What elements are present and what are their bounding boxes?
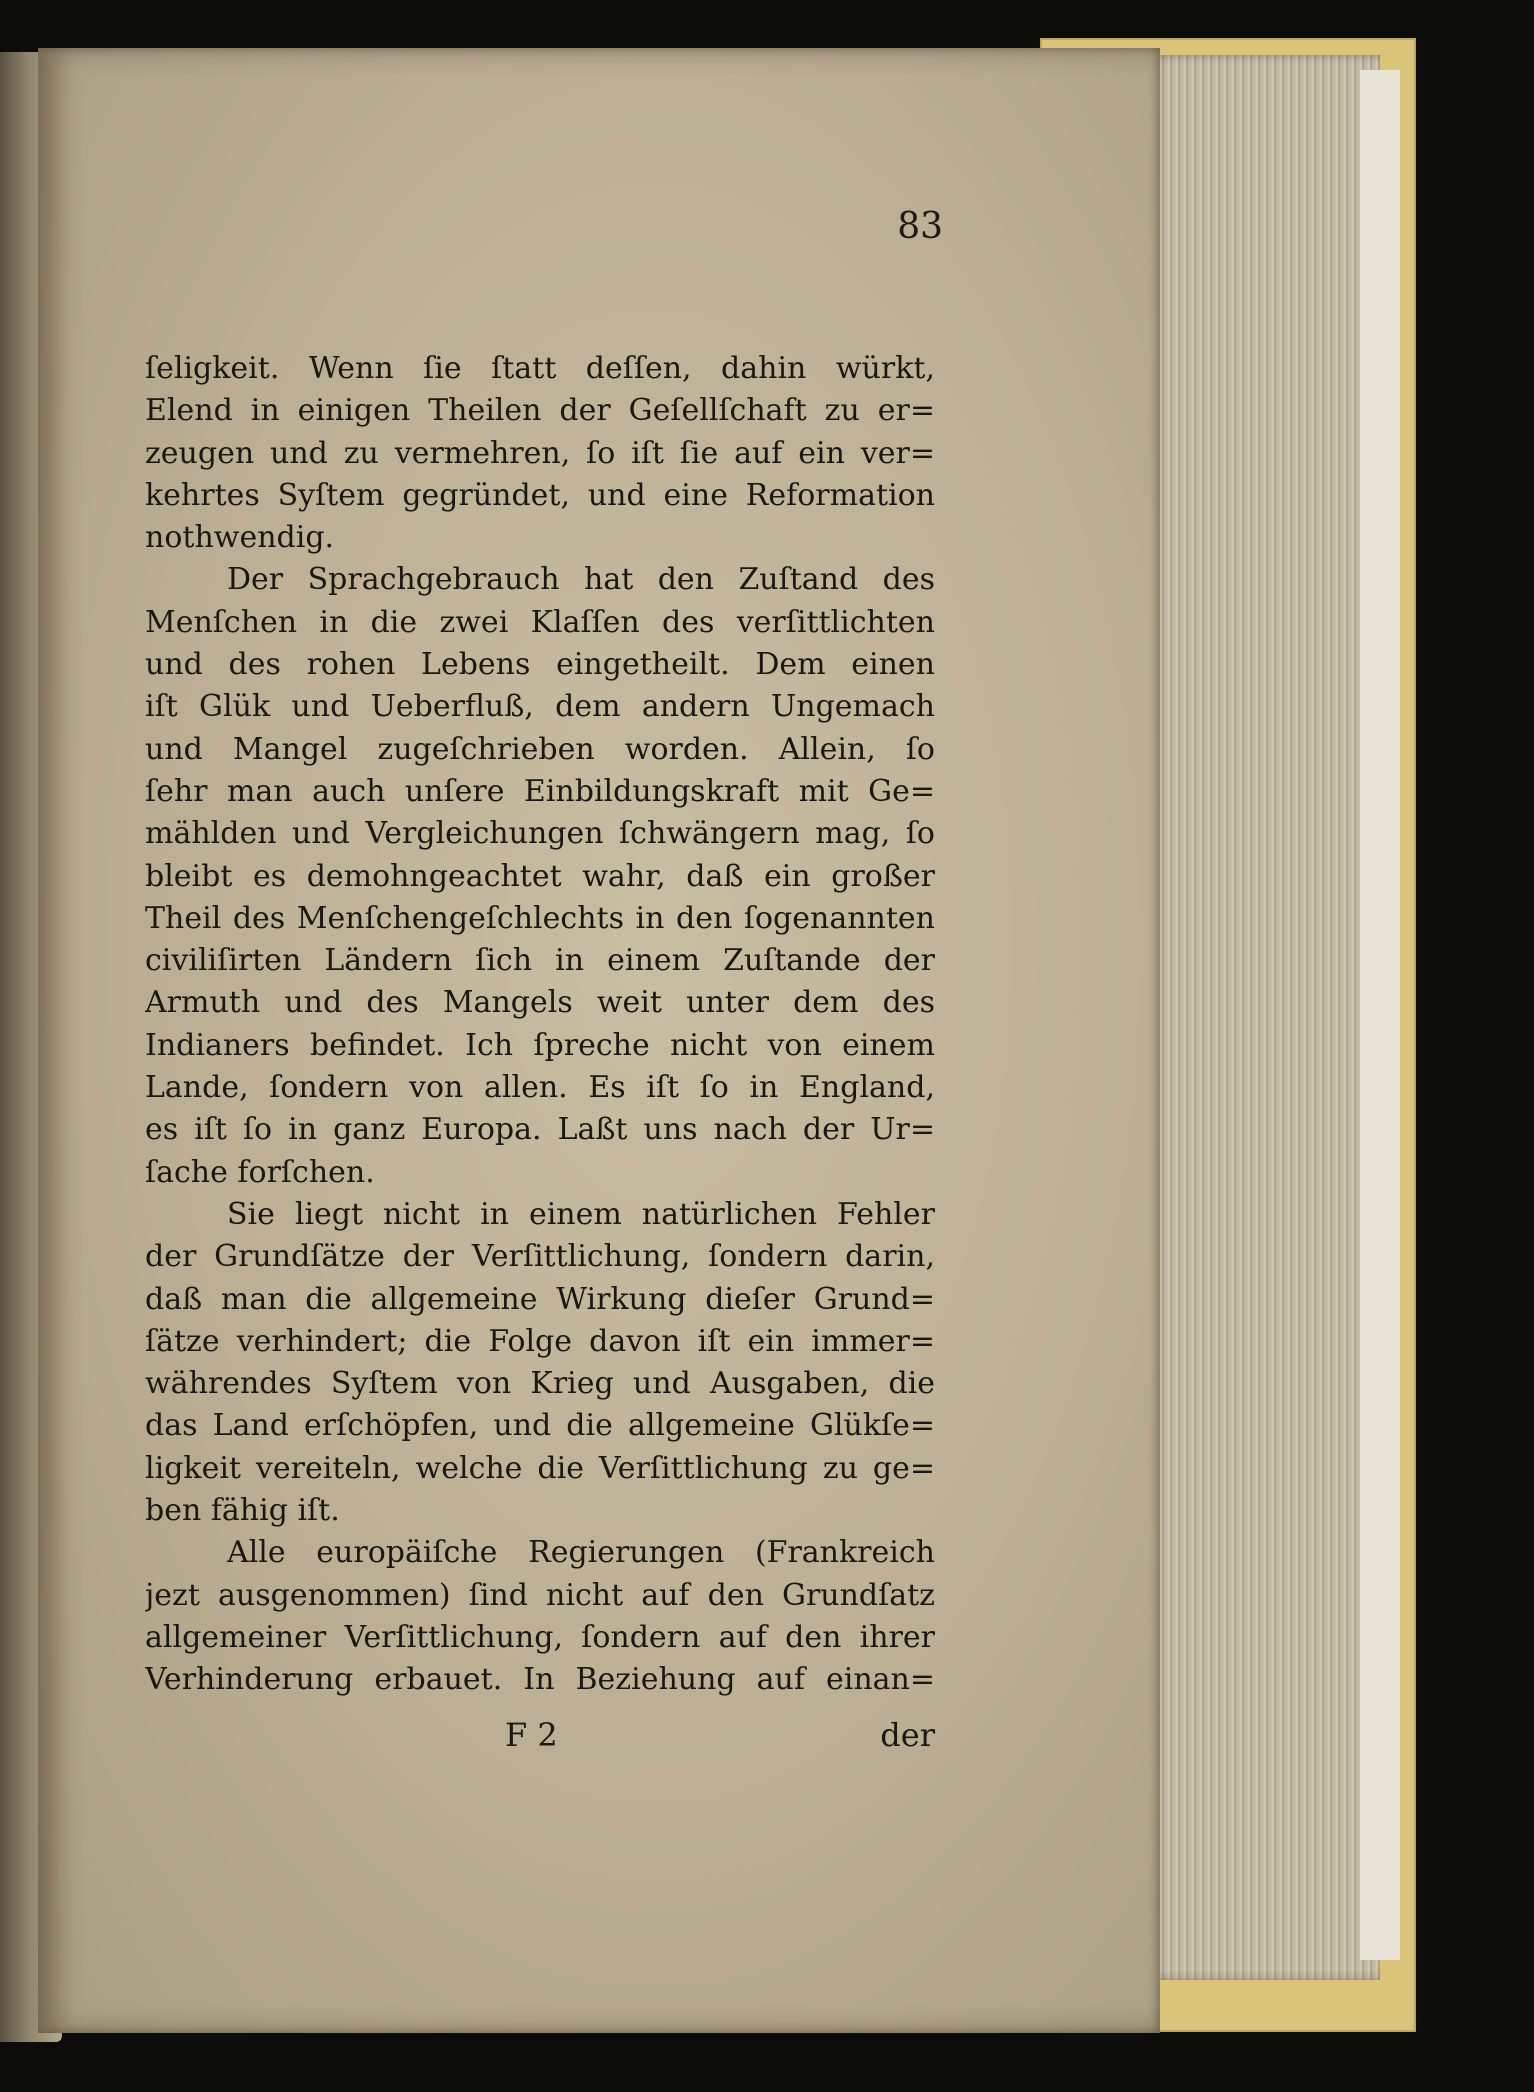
page-footer [145,1713,935,1757]
text-line: Lande, ſondern von allen. Es iſt ſo in England, [145,1070,935,1106]
text-line: Armuth und des Mangels weit unter dem des [145,985,935,1021]
text-line: ſeligkeit. Wenn ſie ſtatt deſſen, dahin würkt, [145,351,935,386]
text-line: und Mangel zugeſchrieben worden. Allein, ſo [145,731,935,767]
text-line: der Grundſätze der Verſittlichung, ſondern darin, [145,1239,935,1275]
text-line: Elend in einigen Theilen der Geſellſchaft zu er= [145,393,935,429]
text-line: Der Sprachgebrauch hat den Zuſtand des [227,562,935,598]
text-line: civiliſirten Ländern ſich in einem Zuſtande der [145,943,935,979]
text-line: nothwendig. [145,520,335,556]
text-line: Indianers befindet. Ich ſpreche nicht von einem [145,1027,935,1063]
text-line: zeugen und zu vermehren, ſo iſt ſie auf ein ver= [145,435,935,471]
text-line: mählden und Vergleichungen ſchwängern mag, ſo [145,816,935,852]
text-line: ligkeit vereiteln, welche die Verſittlichung zu ge= [145,1450,935,1486]
text-line: Alle europäiſche Regierungen (Frankreich [227,1535,935,1571]
text-line: und des rohen Lebens eingetheilt. Dem einen [145,647,935,683]
text-line: ſätze verhindert; die Folge davon iſt ein immer= [145,1323,935,1359]
text-line: iſt Glük und Ueberfluß, dem andern Ungemach [145,689,935,725]
text-line: ben fähig iſt. [145,1493,340,1529]
signature-mark: F 2 [505,1716,558,1754]
text-line: ſehr man auch unſere Einbildungskraft mit Ge= [145,773,935,809]
text-line: kehrtes Syſtem gegründet, und eine Reformation [145,477,935,513]
page-block-fore-edge [1150,55,1380,1980]
text-line: das Land erſchöpfen, und die allgemeine Glükſe= [145,1408,935,1444]
book-page [38,48,1160,2033]
text-line: Menſchen in die zwei Klaſſen des verſittlichten [145,604,935,640]
text-line: jezt ausgenommen) ſind nicht auf den Grundſatz [145,1577,935,1613]
page-block-light-edge [1360,70,1400,1960]
text-line: daß man die allgemeine Wirkung dieſer Grund= [145,1281,935,1317]
body-text [145,348,935,1702]
text-line: Sie liegt nicht in einem natürlichen Fehler [227,1196,935,1232]
catchword: der [880,1716,935,1754]
text-line: Verhinderung erbauet. In Beziehung auf einan= [145,1662,935,1698]
text-line: währendes Syſtem von Krieg und Ausgaben, die [145,1366,935,1402]
text-line: Theil des Menſchengeſchlechts in den ſogenannten [145,900,935,936]
page-number: 83 [897,206,943,247]
text-line: ſache forſchen. [145,1154,375,1190]
text-line: bleibt es demohngeachtet wahr, daß ein großer [145,858,935,894]
text-line: es iſt ſo in ganz Europa. Laßt uns nach der Ur= [145,1112,935,1148]
text-line: allgemeiner Verſittlichung, ſondern auf den ihrer [145,1619,935,1655]
